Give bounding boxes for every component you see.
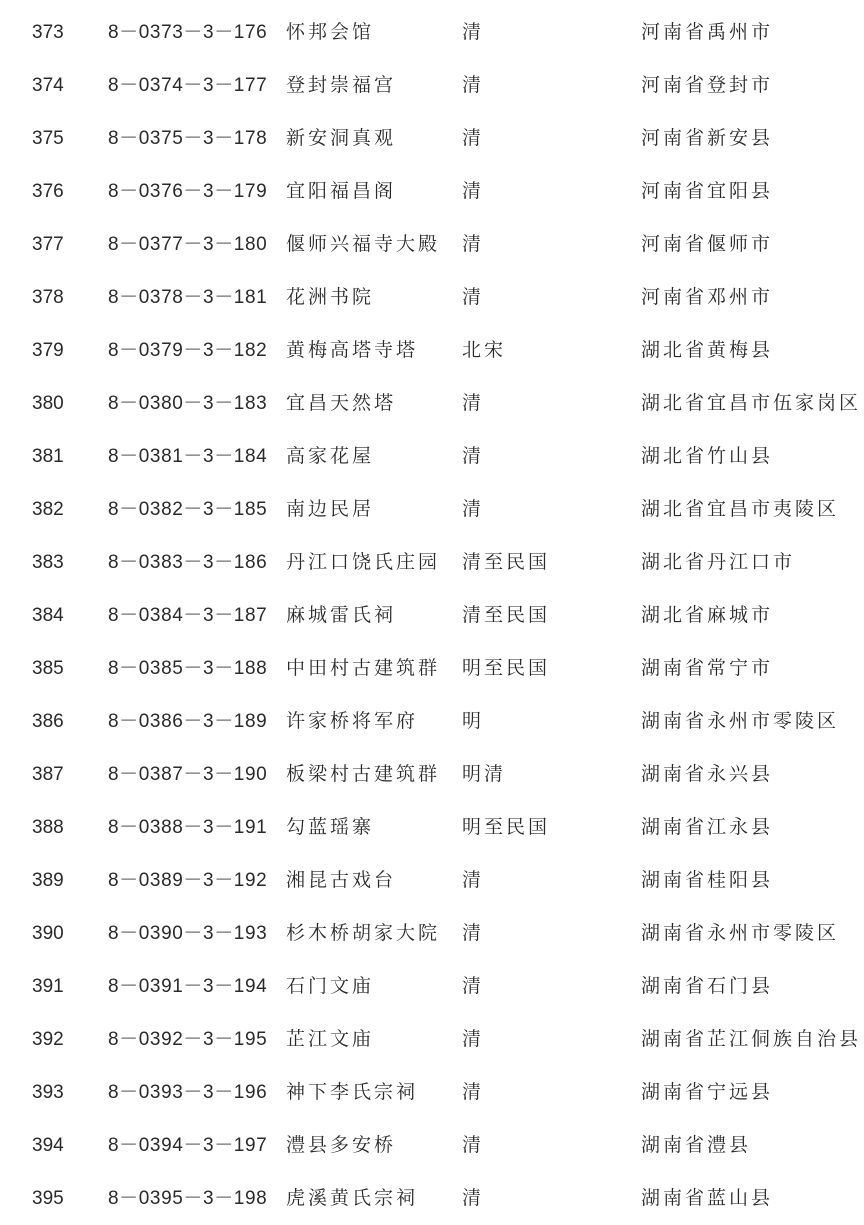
- site-name: 麻城雷氏祠: [286, 604, 397, 626]
- site-location: 湖南省石门县: [641, 975, 774, 997]
- site-era: 清至民国: [462, 551, 551, 573]
- site-location: 河南省邓州市: [641, 286, 774, 308]
- row-number: 390: [32, 923, 64, 944]
- site-location: 湖南省芷江侗族自治县: [641, 1028, 862, 1050]
- row-number: 377: [32, 234, 64, 255]
- site-location: 湖北省黄梅县: [641, 339, 774, 361]
- site-name: 花洲书院: [286, 286, 375, 308]
- site-location: 湖南省桂阳县: [641, 869, 774, 891]
- site-era: 明: [462, 710, 485, 732]
- site-location: 湖南省永兴县: [641, 763, 774, 785]
- site-code: 8－0387－3－190: [108, 764, 268, 785]
- site-code: 8－0381－3－184: [108, 446, 268, 467]
- row-number: 380: [32, 393, 64, 414]
- table-row: [0, 801, 864, 854]
- site-location: 河南省偃师市: [641, 233, 774, 255]
- site-name: 高家花屋: [286, 445, 375, 467]
- site-era: 清: [462, 1187, 485, 1209]
- site-name: 杉木桥胡家大院: [286, 922, 441, 944]
- site-era: 清: [462, 392, 485, 414]
- row-number: 394: [32, 1135, 64, 1156]
- site-name: 登封崇福宫: [286, 74, 397, 96]
- table-row: [0, 271, 864, 324]
- table-row: [0, 748, 864, 801]
- table-row: [0, 695, 864, 748]
- site-location: 湖北省麻城市: [641, 604, 774, 626]
- site-name: 石门文庙: [286, 975, 375, 997]
- site-code: 8－0382－3－185: [108, 499, 268, 520]
- row-number: 388: [32, 817, 64, 838]
- site-code: 8－0380－3－183: [108, 393, 268, 414]
- site-code: 8－0376－3－179: [108, 181, 268, 202]
- table-row: [0, 112, 864, 165]
- table-row: [0, 59, 864, 112]
- row-number: 383: [32, 552, 64, 573]
- table-row: [0, 589, 864, 642]
- site-name: 宜昌天然塔: [286, 392, 397, 414]
- site-name: 板梁村古建筑群: [286, 763, 441, 785]
- site-name: 新安洞真观: [286, 127, 397, 149]
- table-row: [0, 907, 864, 960]
- row-number: 392: [32, 1029, 64, 1050]
- site-location: 湖南省澧县: [641, 1134, 752, 1156]
- row-number: 373: [32, 22, 64, 43]
- site-code: 8－0394－3－197: [108, 1135, 268, 1156]
- site-code: 8－0389－3－192: [108, 870, 268, 891]
- site-name: 丹江口饶氏庄园: [286, 551, 441, 573]
- site-name: 神下李氏宗祠: [286, 1081, 419, 1103]
- row-number: 376: [32, 181, 64, 202]
- site-code: 8－0392－3－195: [108, 1029, 268, 1050]
- site-name: 澧县多安桥: [286, 1134, 397, 1156]
- site-code: 8－0373－3－176: [108, 22, 268, 43]
- table-row: [0, 377, 864, 430]
- site-code: 8－0385－3－188: [108, 658, 268, 679]
- row-number: 389: [32, 870, 64, 891]
- site-name: 芷江文庙: [286, 1028, 375, 1050]
- site-era: 清: [462, 922, 485, 944]
- table-row: [0, 1172, 864, 1225]
- table-row: [0, 6, 864, 59]
- site-era: 清: [462, 233, 485, 255]
- row-number: 382: [32, 499, 64, 520]
- site-name: 怀邦会馆: [286, 21, 375, 43]
- row-number: 384: [32, 605, 64, 626]
- row-number: 374: [32, 75, 64, 96]
- site-era: 清至民国: [462, 604, 551, 626]
- site-code: 8－0378－3－181: [108, 287, 268, 308]
- site-location: 湖南省永州市零陵区: [641, 710, 840, 732]
- row-number: 391: [32, 976, 64, 997]
- site-era: 清: [462, 21, 485, 43]
- site-location: 河南省宜阳县: [641, 180, 774, 202]
- site-location: 湖北省宜昌市伍家岗区: [641, 392, 862, 414]
- table-row: [0, 430, 864, 483]
- site-location: 湖南省常宁市: [641, 657, 774, 679]
- table-row: [0, 1119, 864, 1172]
- site-era: 清: [462, 1081, 485, 1103]
- site-era: 清: [462, 286, 485, 308]
- site-code: 8－0384－3－187: [108, 605, 268, 626]
- site-name: 南边民居: [286, 498, 375, 520]
- site-location: 湖南省蓝山县: [641, 1187, 774, 1209]
- site-name: 湘昆古戏台: [286, 869, 397, 891]
- row-number: 393: [32, 1082, 64, 1103]
- table-row: [0, 642, 864, 695]
- row-number: 375: [32, 128, 64, 149]
- site-era: 清: [462, 180, 485, 202]
- row-number: 385: [32, 658, 64, 679]
- site-code: 8－0379－3－182: [108, 340, 268, 361]
- site-name: 许家桥将军府: [286, 710, 419, 732]
- site-era: 明清: [462, 763, 507, 785]
- site-location: 湖南省永州市零陵区: [641, 922, 840, 944]
- site-location: 河南省登封市: [641, 74, 774, 96]
- site-era: 清: [462, 498, 485, 520]
- site-code: 8－0377－3－180: [108, 234, 268, 255]
- site-code: 8－0390－3－193: [108, 923, 268, 944]
- site-code: 8－0391－3－194: [108, 976, 268, 997]
- table-row: [0, 854, 864, 907]
- site-era: 明至民国: [462, 657, 551, 679]
- site-name: 黄梅高塔寺塔: [286, 339, 419, 361]
- site-name: 偃师兴福寺大殿: [286, 233, 441, 255]
- site-code: 8－0374－3－177: [108, 75, 268, 96]
- row-number: 386: [32, 711, 64, 732]
- site-era: 清: [462, 1028, 485, 1050]
- row-number: 387: [32, 764, 64, 785]
- site-code: 8－0388－3－191: [108, 817, 268, 838]
- site-location: 湖北省丹江口市: [641, 551, 796, 573]
- site-location: 湖南省宁远县: [641, 1081, 774, 1103]
- site-era: 清: [462, 127, 485, 149]
- table-row: [0, 1066, 864, 1119]
- table-row: [0, 483, 864, 536]
- site-code: 8－0386－3－189: [108, 711, 268, 732]
- site-era: 清: [462, 1134, 485, 1156]
- heritage-site-table: [0, 6, 864, 1225]
- site-name: 宜阳福昌阁: [286, 180, 397, 202]
- site-code: 8－0383－3－186: [108, 552, 268, 573]
- row-number: 378: [32, 287, 64, 308]
- table-row: [0, 165, 864, 218]
- site-code: 8－0393－3－196: [108, 1082, 268, 1103]
- table-row: [0, 1013, 864, 1066]
- site-era: 清: [462, 869, 485, 891]
- table-row: [0, 324, 864, 377]
- site-era: 北宋: [462, 339, 507, 361]
- site-era: 明至民国: [462, 816, 551, 838]
- site-name: 虎溪黄氏宗祠: [286, 1187, 419, 1209]
- table-row: [0, 536, 864, 589]
- site-era: 清: [462, 445, 485, 467]
- site-location: 河南省新安县: [641, 127, 774, 149]
- site-location: 湖北省竹山县: [641, 445, 774, 467]
- table-row: [0, 960, 864, 1013]
- site-name: 中田村古建筑群: [286, 657, 441, 679]
- site-era: 清: [462, 74, 485, 96]
- site-location: 湖北省宜昌市夷陵区: [641, 498, 840, 520]
- row-number: 379: [32, 340, 64, 361]
- site-code: 8－0395－3－198: [108, 1188, 268, 1209]
- site-era: 清: [462, 975, 485, 997]
- site-name: 勾蓝瑶寨: [286, 816, 375, 838]
- row-number: 381: [32, 446, 64, 467]
- row-number: 395: [32, 1188, 64, 1209]
- table-row: [0, 218, 864, 271]
- site-location: 湖南省江永县: [641, 816, 774, 838]
- site-code: 8－0375－3－178: [108, 128, 268, 149]
- site-location: 河南省禹州市: [641, 21, 774, 43]
